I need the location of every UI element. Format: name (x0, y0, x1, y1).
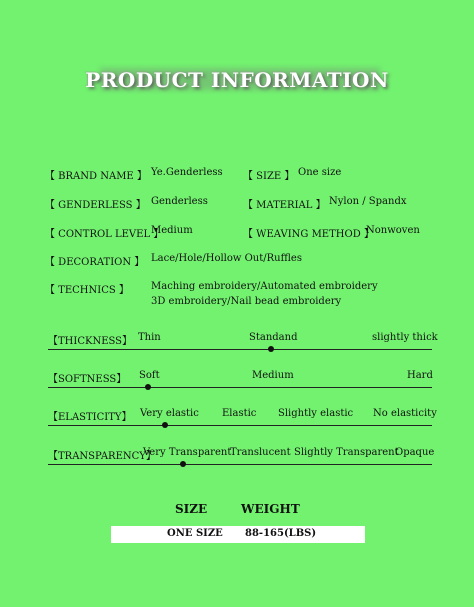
elasticity-option-no-elasticity: No elasticity (373, 408, 437, 419)
decoration-label: 【 DECORATION 】 (45, 257, 145, 268)
control-level-value: Medium (151, 225, 193, 236)
elasticity-scale (48, 408, 437, 432)
elasticity-scale-line (48, 425, 432, 426)
title-block (0, 60, 474, 100)
softness-selected-marker (145, 384, 151, 390)
technics-label: 【 TECHNICS 】 (45, 285, 129, 296)
transparency-label: 【TRANSPARENCY】 (48, 451, 156, 462)
control-level-label: 【 CONTROL LEVEL 】 (45, 229, 164, 240)
size-cell: ONE SIZE (167, 528, 223, 539)
softness-option-soft: Soft (139, 370, 160, 381)
transparency-selected-marker (180, 461, 186, 467)
elasticity-option-elastic: Elastic (222, 408, 257, 419)
technics-value-line2: 3D embroidery/Nail bead embroidery (151, 296, 342, 307)
page-title: PRODUCT INFORMATION (85, 68, 389, 92)
weaving-method-label: 【 WEAVING METHOD 】 (243, 229, 374, 240)
softness-label: 【SOFTNESS】 (48, 374, 127, 385)
thickness-label: 【THICKNESS】 (48, 336, 133, 347)
transparency-option-slightly-transparent: Slightly Transparent (294, 447, 399, 458)
transparency-scale (48, 447, 435, 471)
size-column-header: SIZE (175, 502, 208, 516)
elasticity-label: 【ELASTICITY】 (48, 412, 132, 423)
softness-option-hard: Hard (407, 370, 433, 381)
technics-value-line1: Maching embroidery/Automated embroidery (151, 281, 378, 292)
decoration-value: Lace/Hole/Hollow Out/Ruffles (151, 253, 302, 264)
transparency-option-opaque: Opaque (395, 447, 435, 458)
brand-name-value: Ye.Genderless (151, 167, 223, 178)
elasticity-option-very-elastic: Very elastic (140, 408, 199, 419)
elasticity-selected-marker (162, 422, 168, 428)
brand-name-label: 【 BRAND NAME 】 (45, 171, 147, 182)
genderless-label: 【 GENDERLESS 】 (45, 200, 146, 211)
material-value: Nylon / Spandx (329, 196, 407, 207)
weight-column-header: WEIGHT (241, 502, 300, 516)
softness-option-medium: Medium (252, 370, 294, 381)
transparency-option-translucent: Translucent (230, 447, 291, 458)
thickness-selected-marker (268, 346, 274, 352)
transparency-option-very-transparent: Very Transparent (143, 447, 232, 458)
size-value: One size (298, 167, 342, 178)
transparency-scale-line (48, 464, 432, 465)
thickness-scale-line (48, 349, 432, 350)
softness-scale (48, 370, 432, 394)
thickness-scale (48, 332, 438, 356)
size-label: 【 SIZE 】 (243, 171, 295, 182)
table-row (111, 526, 365, 543)
weaving-method-value: Nonwoven (366, 225, 420, 236)
material-label: 【 MATERIAL 】 (243, 200, 326, 211)
softness-scale-line (48, 387, 432, 388)
thickness-option-standand: Standand (249, 332, 298, 343)
elasticity-option-slightly-elastic: Slightly elastic (278, 408, 354, 419)
weight-cell: 88-165(LBS) (245, 528, 317, 539)
thickness-option-thin: Thin (138, 332, 161, 343)
genderless-value: Genderless (151, 196, 208, 207)
thickness-option-slightly-thick: slightly thick (372, 332, 438, 343)
